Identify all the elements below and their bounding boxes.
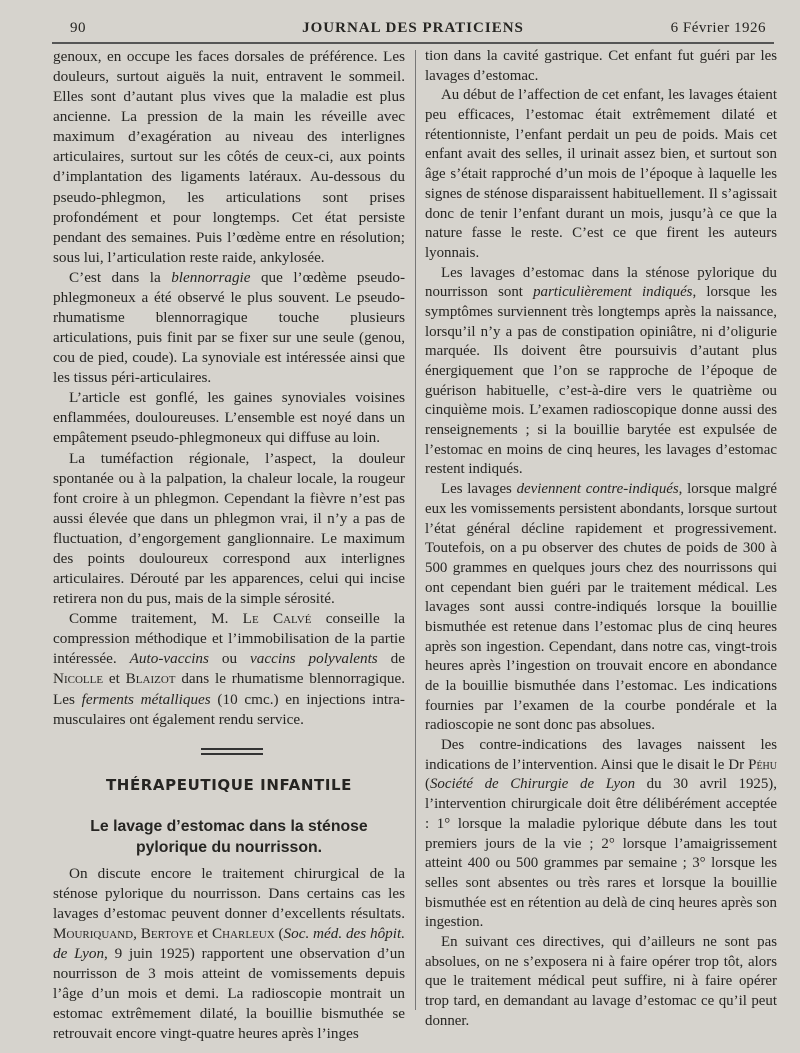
header-rule bbox=[52, 42, 774, 44]
paragraph: En suivant ces directives, qui d’ailleurs ne sont pas absolues, on ne s’exposera ni à faire opérer trop tôt, alors que le traitement médical peut suffire, ni à faire opérer trop tard, en demandant au lavage d’estomac ce qu’il peut donner. bbox=[425, 933, 777, 1029]
paragraph: genoux, en occupe les faces dorsales de préférence. Les douleurs, surtout aiguës la nuit, entravent le sommeil. Elles sont d’autant plus vives que la maladie est plus ancienne. La pression de la main les réveille avec maximum d’exagération au niveau des interlignes articulaires, surtout sur les côtés de ceux-ci, aux points d’implantation des ligaments latéraux. Au-dessous du pseudo-phlegmon, les articulations sont prises profondément et pour longtemps. Cet état persiste pendant des semaines. Puis l’œdème entre en résolution; sous lui, l’articulation reste raide, ankylosée. bbox=[53, 48, 405, 266]
section-title: THÉRAPEUTIQUE INFANTILE bbox=[105, 775, 353, 794]
paragraph: Des contre-indications des lavages naissent les indications de l’intervention. Ainsi que le disait le Dr Péhu (Société de Chirurgie de Lyon du 30 avril 1925), l’intervention chirurgicale doit être délibérément acceptée : 1° lorsque la maladie pylorique débute dans les tout premiers jours de la vie ; 2° lorsque l’amaigrissement atteint 400 ou 500 grammes par semaine ; 3° lorsque les selles sont absentes ou très rares et lorsque la bouillie bismuthée est en rétention au delà de cinq heures après son ingestion. bbox=[425, 737, 777, 931]
issue-date: 6 Février 1926 bbox=[670, 20, 766, 36]
paragraph: Comme traitement, M. Le Calvé conseille la compression méthodique et l’immobilisation de la partie intéressée. Auto-vaccins ou vaccins polyvalents de Nicolle et Blaizot dans le rhumatisme blennorragique. Les ferments métalliques (10 cmc.) en injections intra-musculaires ont également rendu service. bbox=[53, 610, 406, 728]
paragraph: Au début de l’affection de cet enfant, les lavages étaient peu efficaces, l’estomac était extrêmement dilaté et rétentionniste, l’enfant perdait un peu de poids. Mais cet enfant avait des selles, il urinait assez bien, et surtout son âge s’était rapproché d’un mois de l’époque à laquelle les signes de sténose disparaissent habituellement. Il s’agissait donc de tenir l’enfant durant un mois, jusqu’à ce que la nature fasse le reste. C’est ce que firent les auteurs lyonnais. bbox=[425, 87, 777, 261]
paragraph: Les lavages d’estomac dans la sténose pylorique du nourrisson sont particulièrement indiqués, lorsque les symptômes surviennent très longtemps après la naissance, lorsqu’il n’y a pas de constipation opiniâtre, ni d’oligurie marquée. Ils doivent être poursuivis d’autant plus énergiquement que l’on se rapproche de l’époque de guérison habituelle, c’est-à-dire vers le quatrième ou cinquième mois. L’examen radioscopique donne aussi des renseignements ; si la bouillie barytée est expulsée de l’estomac en moins de cinq heures, les lavages d’estomac restent indiqués. bbox=[425, 264, 777, 478]
paragraph: C’est dans la blennorragie que l’œdème pseudophlegmoneux a été observé le plus souvent. Le pseudo-rhumatisme blennorragique touche plusieurs articulations, puis finit par se fixer sur une seule (genou, cou de pied, coude). La synoviale est intéressée ainsi que les tissus péri-articulaires. bbox=[53, 268, 406, 387]
paragraph: La tuméfaction régionale, l’aspect, la douleur spontanée ou à la palpation, la chaleur locale, la rougeur font croire à un phlegmon. Cependant la fièvre n’est pas aussi élevée que dans un phlegmon vrai, il n’y a pas de fluctuation, d’engorgement ganglionnaire. Le maximum des points douloureux correspond aux interlignes articulaires. Dérouté par les apparences, celui qui incise retirera non du pus, mais de la simple sérosité. bbox=[53, 449, 405, 608]
right-column bbox=[425, 47, 777, 1031]
column-divider bbox=[415, 50, 416, 1010]
section-separator bbox=[53, 730, 405, 774]
paragraph: L’article est gonflé, les gaines synoviales voisines enflammées, douloureuses. L’ensemble est noyé dans un empâtement pseudo-phlegmoneux qui diffuse au loin. bbox=[53, 389, 405, 447]
article-title: Le lavage d’estomac dans la sténose pylorique du nourrisson. bbox=[90, 817, 368, 856]
paragraph: Les lavages deviennent contre-indiqués, lorsque malgré eux les vomissements persistent abondants, lorsque surtout l’état général décline rapidement et progressivement. Toutefois, on a pu observer des chutes de poids de 300 à 500 grammes en quelques jours chez des nourrissons qui ont cependant bien guéri par le traitement médical. Les lavages sont aussi contre-indiqués lorsque la bouillie bismuthée est retenue dans l’estomac plus de cinq heures après son ingestion. Cependant, dans notre cas, vingt-trois heures après l’ingestion on trouvait encore en abondance de la bouillie bismuthée dans l’estomac. Les indications fournies par l’examen de la courbe pondérale et la radioscopie ne sont donc pas absolues. bbox=[425, 481, 777, 734]
paragraph: tion dans la cavité gastrique. Cet enfant fut guéri par les lavages d’estomac. bbox=[425, 48, 777, 84]
left-column bbox=[53, 47, 405, 1044]
page-number: 90 bbox=[70, 20, 86, 36]
page-header bbox=[52, 19, 774, 41]
paragraph: On discute encore le traitement chirurgical de la sténose pylorique du nourrisson. Dans certains cas les lavages d’estomac peuvent donner d’excellents résultats. Mouriquand, Bertoye et Charleux (Soc. méd. des hôpit. de Lyon, 9 juin 1925) rapportent une observation d’un nourrisson de 3 mois atteint de vomissements depuis l’âge d’un mois et demi. La radioscopie montrait un estomac extrêmement dilaté, la bouillie bismuthée se retrouvait encore vingt-quatre heures après l’inges bbox=[53, 864, 406, 1043]
journal-title: JOURNAL DES PRATICIENS bbox=[302, 20, 524, 36]
